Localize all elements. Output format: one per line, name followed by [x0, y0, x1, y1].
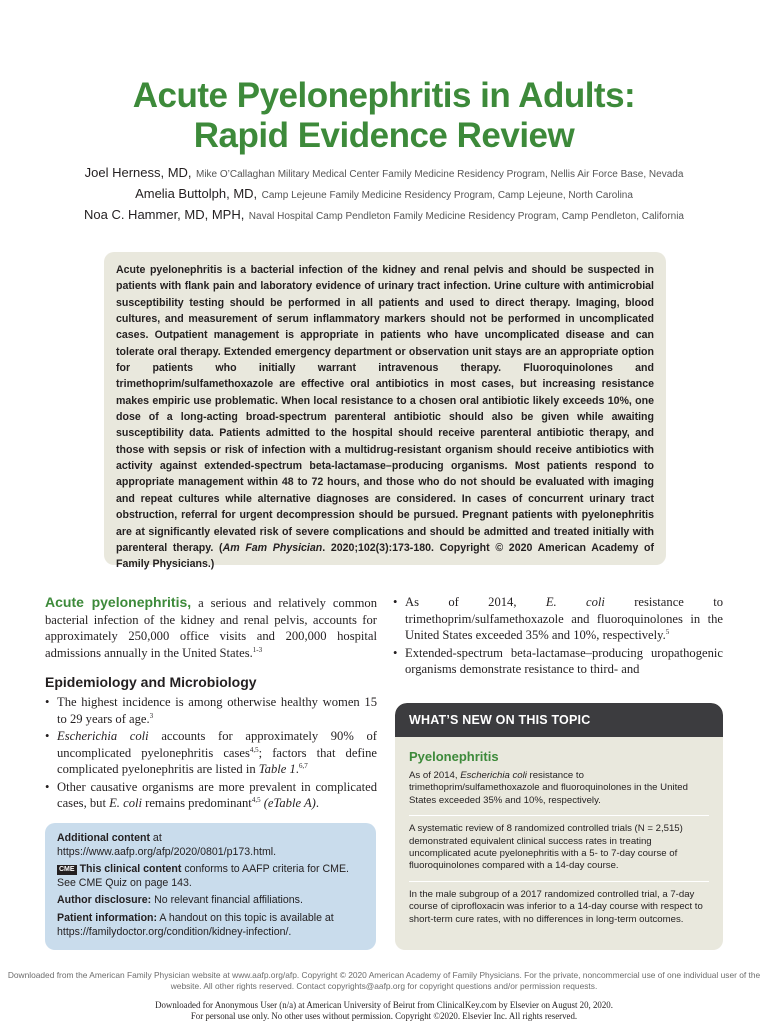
- bullet-text: As of 2014,: [405, 595, 546, 609]
- reference-marker: 3: [149, 711, 154, 720]
- download-notice: [0, 1000, 768, 1022]
- bullet-text: accounts for approximately 90% of uncomplicated pyelonephritis cases: [57, 729, 377, 760]
- whats-new-box: [395, 703, 723, 950]
- lead-heading: Acute pyelonephritis,: [45, 594, 192, 610]
- author-name: Noa C. Hammer, MD, MPH,: [83, 207, 245, 222]
- patient-info-label: Patient information:: [57, 911, 158, 924]
- whats-new-item: In the male subgroup of a 2017 randomized controlled trial, a 7-day course of ciprofloxacin was inferior to a 14-day course with respect to short-term cure rates, with no differences in long-term outcomes.: [409, 888, 703, 925]
- whats-new-item: [409, 770, 709, 815]
- author-list: [0, 164, 768, 227]
- bullet-glyph: •: [393, 595, 398, 609]
- whats-new-item: A systematic review of 8 randomized controlled trials (N = 2,515) demonstrated equivalent clinical success rates in treating uncomplicated acute pyelonephritis with a 5- to 7-day course of fluoroquinolones compared with a 14-day course.: [409, 823, 683, 872]
- lead-text: a serious and relatively common bacterial infection of the kidney and renal pelvis, accounts for approximately 250,000 office visits and 200,000 hospital admissions annually in the United States.: [45, 596, 378, 660]
- abstract-text: Acute pyelonephritis is a bacterial infection of the kidney and renal pelvis and should be suspected in patients with flank pain and laboratory evidence of urinary tract infection. Urine culture with antimicrobial susceptibility testing should be performed in all patients and used to direct therapy. Imaging, blood cultures, and measurement of serum inflammatory markers should not be performed in uncomplicated cases. Outpatient management is appropriate in patients who have uncomplicated disease and can tolerate oral therapy. Extended emergency department or observation unit stays are an appropriate option for patients who initially warrant intravenous therapy. Fluoroquinolones and trimethoprim/sulfamethoxazole are effective oral antibiotics in most cases, but increasing resistance makes empiric use problematic. When local resistance to a chosen oral antibiotic likely exceeds 10%, one dose of a long-acting broad-spectrum parenteral antibiotic should also be given while awaiting susceptibility data. Patients admitted to the hospital should receive parenteral antibiotic therapy, and those with sepsis or risk of infection with a multidrug-resistant organism should receive antibiotics with activity against extended-spectrum beta-lactamase–producing organisms. Most patients respond to appropriate management within 48 to 72 hours, and those who do not should be evaluated with imaging and repeat cultures while alternative diagnoses are considered. In cases of concurrent urinary tract obstruction, referral for urgent decompression should be pursued. Pregnant patients with pyelonephritis are at significantly elevated risk of severe complications and should be admitted and treated initially with parenteral therapy.: [116, 264, 654, 554]
- abstract-box: [104, 252, 666, 571]
- whats-new-subheading: Pyelonephritis: [409, 749, 499, 764]
- clinical-content-label: This clinical content: [79, 863, 182, 876]
- download-notice-line-2: For personal use only. No other uses without permission. Copyright ©2020. Elsevier Inc. All rights reserved.: [190, 1011, 578, 1021]
- bullet-glyph: •: [45, 779, 50, 794]
- article-title: [0, 76, 768, 156]
- author-entry: [0, 206, 768, 227]
- author-affiliation: Naval Hospital Camp Pendleton Family Medicine Residency Program, Camp Pendleton, California: [248, 211, 684, 222]
- bullet-text: resistance to trimethoprim/sulfamethoxazole and fluoroquinolones in the United States exceeded 35% and 10%, respectively.: [405, 595, 723, 642]
- article-title-line-1: Acute Pyelonephritis in Adults:: [132, 76, 636, 115]
- author-name: Joel Herness, MD,: [84, 165, 192, 180]
- author-entry: [0, 164, 768, 185]
- copyright-notice: Downloaded from the American Family Physician website at www.aafp.org/afp. Copyright © 2020 American Academy of Family Physicians. For the private, noncommercial use of one individual user of the website. All other rights reserved. Contact copyrights@aafp.org for copyright questions and/or permission requests.: [7, 970, 761, 992]
- author-affiliation: Mike O’Callaghan Military Medical Center Family Medicine Residency Program, Nellis Air Force Base, Nevada: [195, 169, 684, 180]
- item-divider: [409, 881, 709, 882]
- etable-reference-link[interactable]: (eTable A): [263, 796, 316, 810]
- whats-new-header: WHAT’S NEW ON THIS TOPIC: [395, 703, 723, 737]
- bullet-text: Other causative organisms are more prevalent in complicated cases, but: [57, 779, 377, 810]
- table-reference-link[interactable]: Table 1: [258, 762, 296, 776]
- bullet-glyph: •: [393, 645, 398, 660]
- list-item: [45, 694, 377, 727]
- reference-marker: 5: [665, 627, 670, 636]
- author-name: Amelia Buttolph, MD,: [135, 186, 258, 201]
- cme-note: [57, 863, 364, 890]
- reference-marker: 1-3: [252, 645, 263, 654]
- list-item: [393, 594, 723, 644]
- bullet-glyph: •: [45, 729, 50, 743]
- organism-name: E. coli: [109, 796, 142, 810]
- item-divider: [409, 815, 709, 816]
- author-affiliation: Camp Lejeune Family Medicine Residency Program, Camp Lejeune, North Carolina: [261, 190, 633, 201]
- additional-info-box: [45, 823, 376, 950]
- cme-badge-icon: CME: [59, 866, 75, 874]
- citation-journal: Am Fam Physician: [222, 541, 323, 554]
- additional-content-label: Additional content: [57, 832, 150, 844]
- reference-marker: 6,7: [298, 761, 308, 770]
- download-notice-line-1: Downloaded for Anonymous User (n/a) at American University of Beirut from ClinicalKey.com by Elsevier on August 20, 2020.: [155, 1000, 613, 1010]
- clinical-content-text: conforms to AAFP criteria for CME. See CME Quiz on page 143.: [57, 863, 349, 889]
- section-heading-epidemiology: Epidemiology and Microbiology: [45, 674, 257, 690]
- bullet-text: Extended-spectrum beta-lactamase–producing uropathogenic organisms demonstrate resistance to third- and: [405, 645, 723, 676]
- bullet-end: .: [315, 796, 319, 810]
- list-item: [45, 779, 377, 812]
- item-text: As of 2014,: [409, 770, 461, 781]
- citation-open-paren: (: [219, 541, 223, 554]
- disclosure-label: Author disclosure:: [57, 894, 152, 907]
- additional-content-note: [57, 832, 364, 859]
- resistance-bullet-list: [393, 594, 723, 678]
- disclosure-note: [57, 894, 364, 908]
- bullet-text: ; factors that define complicated pyelonephritis are listed in: [57, 745, 377, 776]
- additional-content-link[interactable]: at https://www.aafp.org/afp/2020/0801/p173.html.: [57, 832, 277, 858]
- reference-marker: 4,5: [249, 745, 259, 754]
- organism-name: Escherichia coli: [460, 770, 527, 781]
- organism-name: Escherichia coli: [57, 729, 149, 743]
- bullet-text: The highest incidence is among otherwise healthy women 15 to 29 years of age.: [57, 695, 377, 726]
- citation-details: . 2020;102(3):173-180. Copyright © 2020 American Academy of Family Physicians.): [116, 541, 655, 571]
- whats-new-body: [395, 737, 723, 934]
- article-title-line-2: Rapid Evidence Review: [193, 116, 575, 155]
- list-item: [393, 645, 723, 678]
- item-text: resistance to trimethoprim/sulfamethoxazole and fluoroquinolones in the United States exceeded 35% and 10%, respectively.: [409, 770, 688, 806]
- patient-info-link[interactable]: A handout on this topic is available at https://familydoctor.org/condition/kidney-infection/.: [57, 911, 334, 938]
- left-column: [45, 594, 377, 813]
- reference-marker: 4,5: [251, 795, 261, 804]
- bullet-glyph: •: [45, 695, 50, 709]
- bullet-text: remains predominant: [141, 796, 252, 810]
- lead-paragraph: [45, 594, 377, 661]
- right-column: [393, 594, 723, 679]
- list-item: • Escherichia coli accounts for approximately 90% of uncomplicated pyelonephritis cases$^{4,5}$; factors that define complicated pyelonephritis are listed in Table 1.$^{6,7}$: [45, 729, 377, 776]
- patient-info-note: [57, 912, 364, 939]
- disclosure-text: No relevant financial affiliations.: [151, 894, 303, 907]
- epidemiology-bullet-list: [45, 694, 377, 812]
- organism-name: E. coli: [545, 595, 605, 609]
- author-entry: [0, 185, 768, 206]
